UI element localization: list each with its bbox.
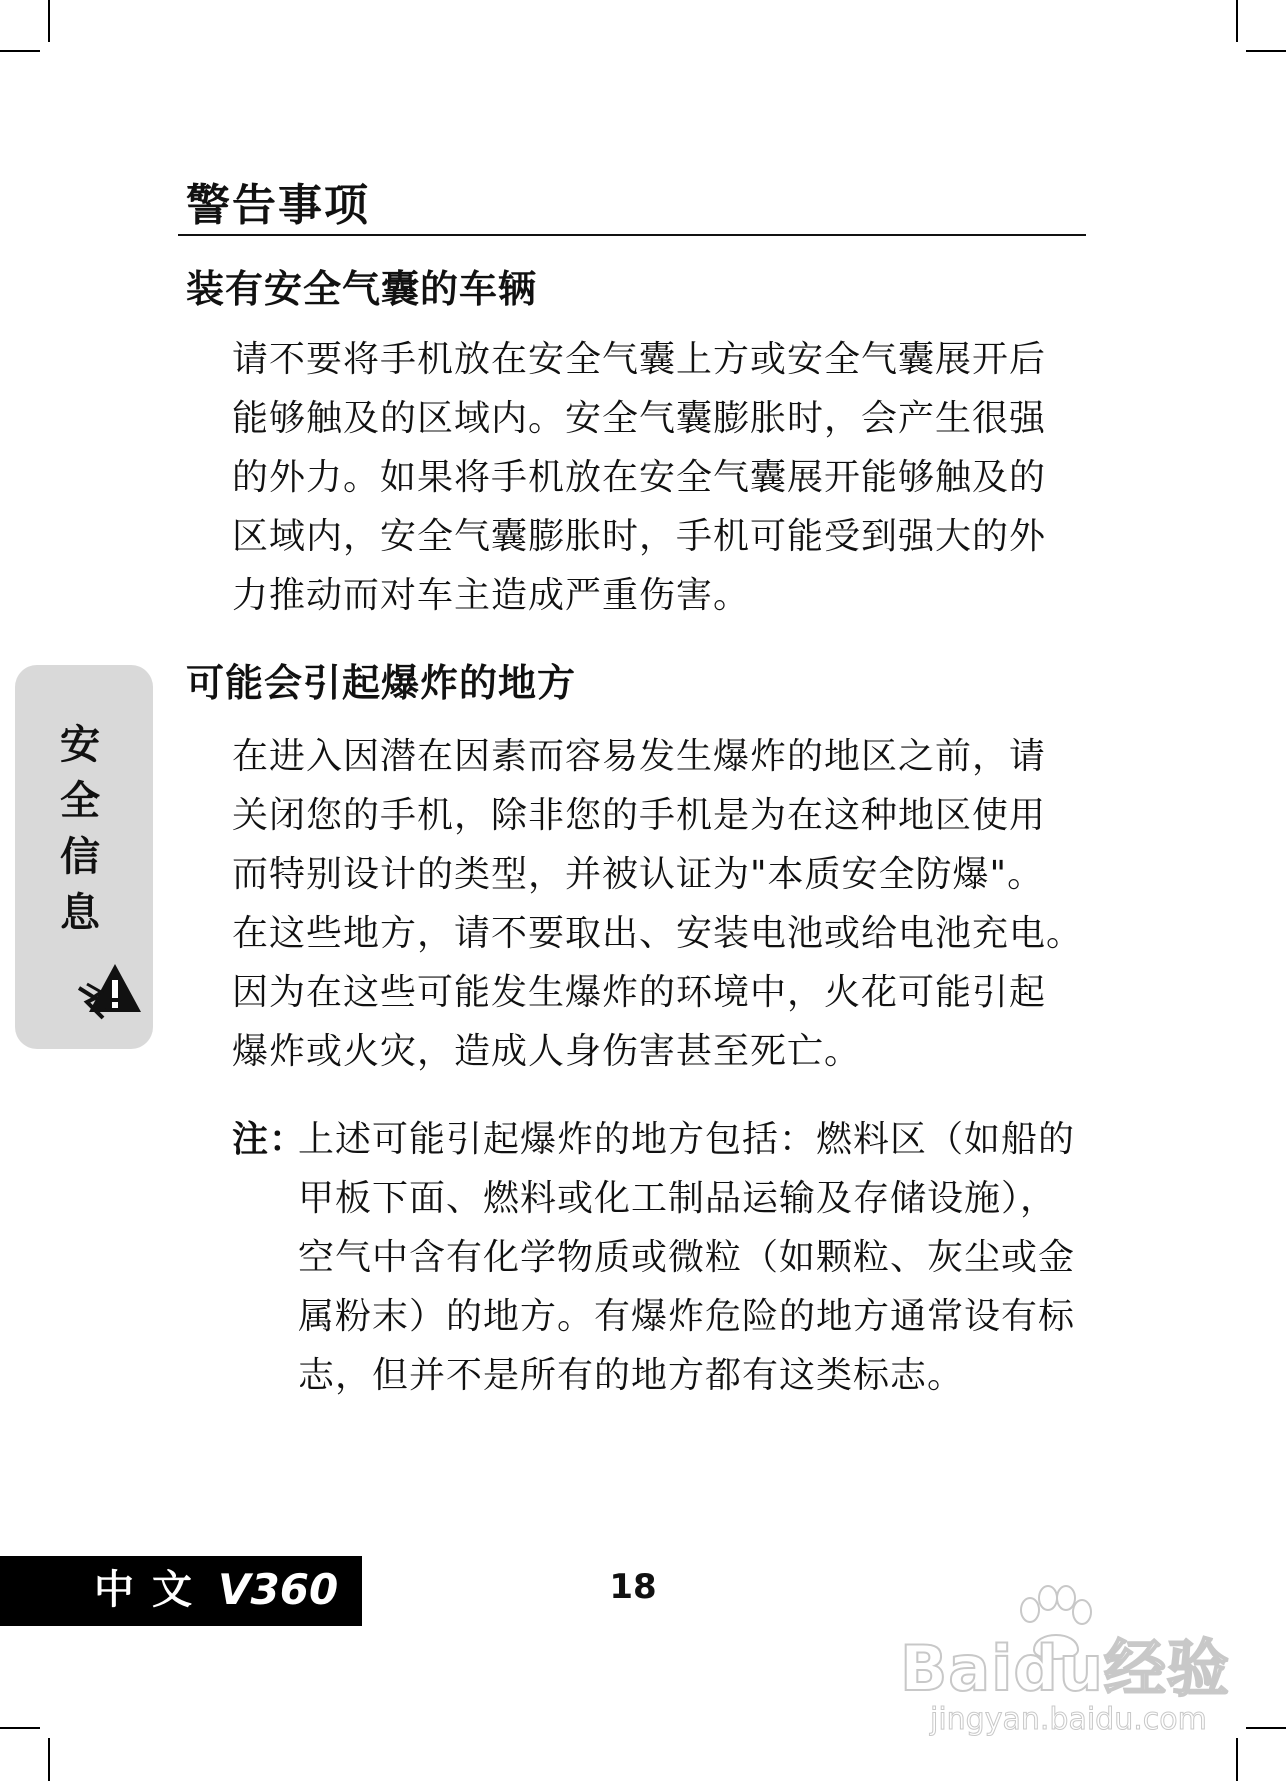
crop-mark [0,1727,40,1729]
title-divider [178,234,1086,236]
paragraph-line: 因为在这些可能发生爆炸的环境中，火花可能引起 [232,972,1047,1013]
footer-language: 中文 [94,1567,210,1613]
footer-model: V360 [218,1565,339,1614]
crop-mark [1246,50,1286,52]
watermark-brand: Baidu经验 [900,1632,1230,1705]
paragraph-line: 力推动而对车主造成严重伤害。 [232,575,751,616]
crop-mark [1236,0,1238,42]
side-tab-label [15,717,145,941]
paragraph-airbag [232,330,1092,625]
paragraph-line: 请不要将手机放在安全气囊上方或安全气囊展开后 [232,339,1047,380]
crop-mark [48,1738,50,1781]
side-tab-char: 息 [60,889,100,936]
paragraph-line: 在进入因潜在因素而容易发生爆炸的地区之前，请 [232,736,1047,777]
paragraph-line: 爆炸或火灾，造成人身伤害甚至死亡。 [232,1031,862,1072]
footer-language-bar [0,1556,362,1626]
crop-mark [48,0,50,42]
side-tab-char: 信 [60,833,100,880]
side-tab-char: 安 [60,721,100,768]
side-tab-safety-info [15,665,153,1049]
note-line: 属粉末）的地方。有爆炸危险的地方通常设有标 [298,1296,1076,1337]
paragraph-line: 区域内，安全气囊膨胀时，手机可能受到强大的外 [232,516,1047,557]
crop-mark [1236,1738,1238,1781]
page-title: 警告事项 [186,180,370,231]
warning-lightning-icon [75,960,145,1020]
paragraph-line: 关闭您的手机，除非您的手机是为在这种地区使用 [232,795,1047,836]
watermark-url: jingyan.baidu.com [930,1702,1207,1737]
note-label: 注： [232,1119,307,1160]
crop-mark [1246,1727,1286,1729]
note-line: 上述可能引起爆炸的地方包括：燃料区（如船的 [298,1119,1076,1160]
paragraph-line: 在这些地方，请不要取出、安装电池或给电池充电。 [232,913,1084,954]
side-tab-char: 全 [60,777,100,824]
paragraph-line: 的外力。如果将手机放在安全气囊展开能够触及的 [232,457,1047,498]
note-line: 志，但并不是所有的地方都有这类标志。 [298,1355,965,1396]
section-heading-explosive: 可能会引起爆炸的地方 [186,661,577,705]
crop-mark [0,50,40,52]
note-line: 空气中含有化学物质或微粒（如颗粒、灰尘或金 [298,1237,1076,1278]
baidu-watermark [900,1584,1230,1744]
section-heading-airbag: 装有安全气囊的车辆 [186,267,538,311]
note-line: 甲板下面、燃料或化工制品运输及存储设施）， [298,1178,1058,1219]
page-number: 18 [609,1567,657,1607]
note-body [298,1110,1075,1405]
paragraph-explosive [232,727,1092,1081]
paragraph-line: 能够触及的区域内。安全气囊膨胀时，会产生很强 [232,398,1047,439]
paragraph-line: 而特别设计的类型，并被认证为"本质安全防爆"。 [232,854,1045,895]
